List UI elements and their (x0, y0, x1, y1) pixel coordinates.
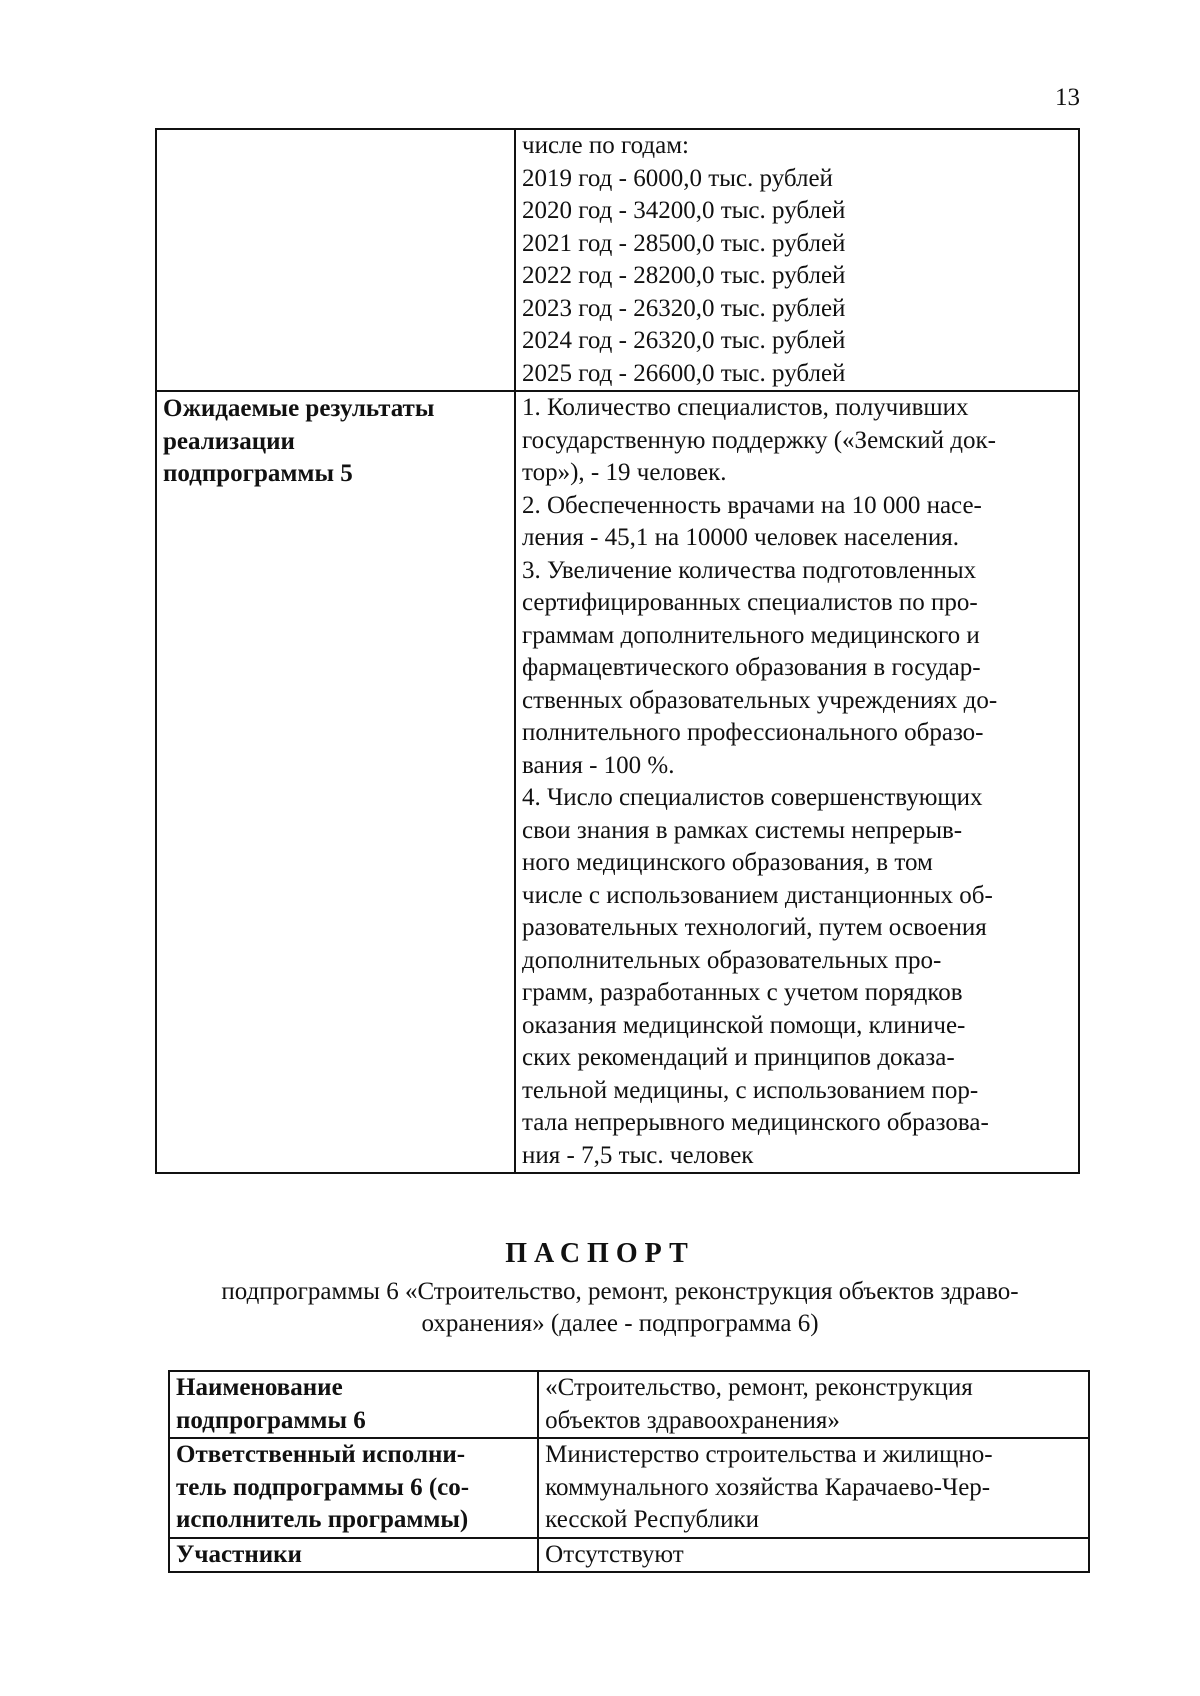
label-line: тель подпрограммы 6 (со- (176, 1473, 470, 1501)
row-value (538, 1438, 1089, 1538)
label-line: подпрограммы 5 (163, 460, 353, 487)
label-line: Участники (176, 1540, 302, 1568)
label-line: Наименование (176, 1374, 343, 1401)
text-line: 2025 год - 26600,0 тыс. рублей (522, 359, 846, 387)
text-line: грамм, разработанных с учетом порядков (522, 979, 963, 1006)
text-line: тельной медицины, с использованием пор- (522, 1076, 979, 1104)
row-label (156, 129, 515, 391)
table-row (169, 1538, 1089, 1573)
text-line: разовательных технологий, путем освоения (522, 914, 987, 941)
text-line: оказания медицинской помощи, клиниче- (522, 1011, 966, 1039)
subtitle-line: охранения» (далее - подпрограмма 6) (421, 1310, 819, 1337)
text-line: 3. Увеличение количества подготовленных (522, 556, 977, 584)
text-line: государственную поддержку («Земский док- (522, 426, 996, 454)
text-line: числе с использованием дистанционных об- (522, 881, 993, 909)
row-label (156, 391, 515, 1173)
text-line: тор»), - 19 человек. (522, 459, 727, 486)
text-line: тала непрерывного медицинского образова- (522, 1109, 989, 1136)
subprogram-5-table (155, 128, 1080, 1174)
row-value (515, 129, 1079, 391)
label-line: исполнитель программы) (176, 1506, 469, 1533)
label-line: подпрограммы 6 (176, 1406, 366, 1434)
passport-title: ПАСПОРТ (505, 1238, 695, 1269)
row-value (515, 391, 1079, 1173)
text-line: 2021 год - 28500,0 тыс. рублей (522, 229, 846, 257)
row-label (169, 1371, 538, 1438)
text-line: «Строительство, ремонт, реконструкция (545, 1374, 973, 1401)
label-line: Ответственный исполни- (176, 1441, 466, 1468)
text-line: граммам дополнительного медицинского и (522, 621, 980, 649)
text-line: кесской Республики (545, 1506, 760, 1533)
text-line: 1. Количество специалистов, получивших (522, 394, 969, 421)
text-line: Отсутствуют (545, 1540, 684, 1568)
text-line: ственных образовательных учреждениях до- (522, 686, 998, 714)
table-row (156, 391, 1079, 1173)
text-line: 2. Обеспеченность врачами на 10 000 насе- (522, 491, 982, 519)
text-line: ских рекомендаций и принципов доказа- (522, 1044, 955, 1071)
text-line: 2024 год - 26320,0 тыс. рублей (522, 327, 846, 354)
page-number: 13 (1055, 84, 1080, 111)
text-line: ления - 45,1 на 10000 человек населения. (522, 524, 959, 551)
text-line: 2019 год - 6000,0 тыс. рублей (522, 164, 833, 192)
text-line: 2023 год - 26320,0 тыс. рублей (522, 294, 846, 322)
row-label (169, 1538, 538, 1573)
text-line: 2022 год - 28200,0 тыс. рублей (522, 262, 846, 289)
text-line: сертифицированных специалистов по про- (522, 589, 978, 616)
text-line: ного медицинского образования, в том (522, 849, 933, 876)
table-row (156, 129, 1079, 391)
text-line: дополнительных образовательных про- (522, 946, 942, 974)
text-line: ния - 7,5 тыс. человек (522, 1141, 754, 1169)
text-line: фармацевтического образования в государ- (522, 654, 981, 681)
passport-subtitle (150, 1276, 1090, 1340)
text-line: вания - 100 %. (522, 751, 675, 779)
row-label (169, 1438, 538, 1538)
label-line: реализации (163, 427, 295, 455)
text-line: объектов здравоохранения» (545, 1406, 840, 1434)
subtitle-line: подпрограммы 6 «Строительство, ремонт, реконструкция объектов здраво- (221, 1278, 1019, 1305)
table-row (169, 1371, 1089, 1438)
text-line: 2020 год - 34200,0 тыс. рублей (522, 197, 846, 224)
row-value (538, 1538, 1089, 1573)
text-line: числе по годам: (522, 132, 689, 159)
text-line: свои знания в рамках системы непрерыв- (522, 816, 963, 844)
text-line: коммунального хозяйства Карачаево-Чер- (545, 1473, 991, 1501)
subprogram-6-passport-table (168, 1370, 1090, 1573)
table-row (169, 1438, 1089, 1538)
text-line: 4. Число специалистов совершенствующих (522, 784, 983, 811)
text-line: Министерство строительства и жилищно- (545, 1441, 993, 1468)
row-value (538, 1371, 1089, 1438)
label-line: Ожидаемые результаты (163, 395, 435, 422)
text-line: полнительного профессионального образо- (522, 719, 984, 746)
